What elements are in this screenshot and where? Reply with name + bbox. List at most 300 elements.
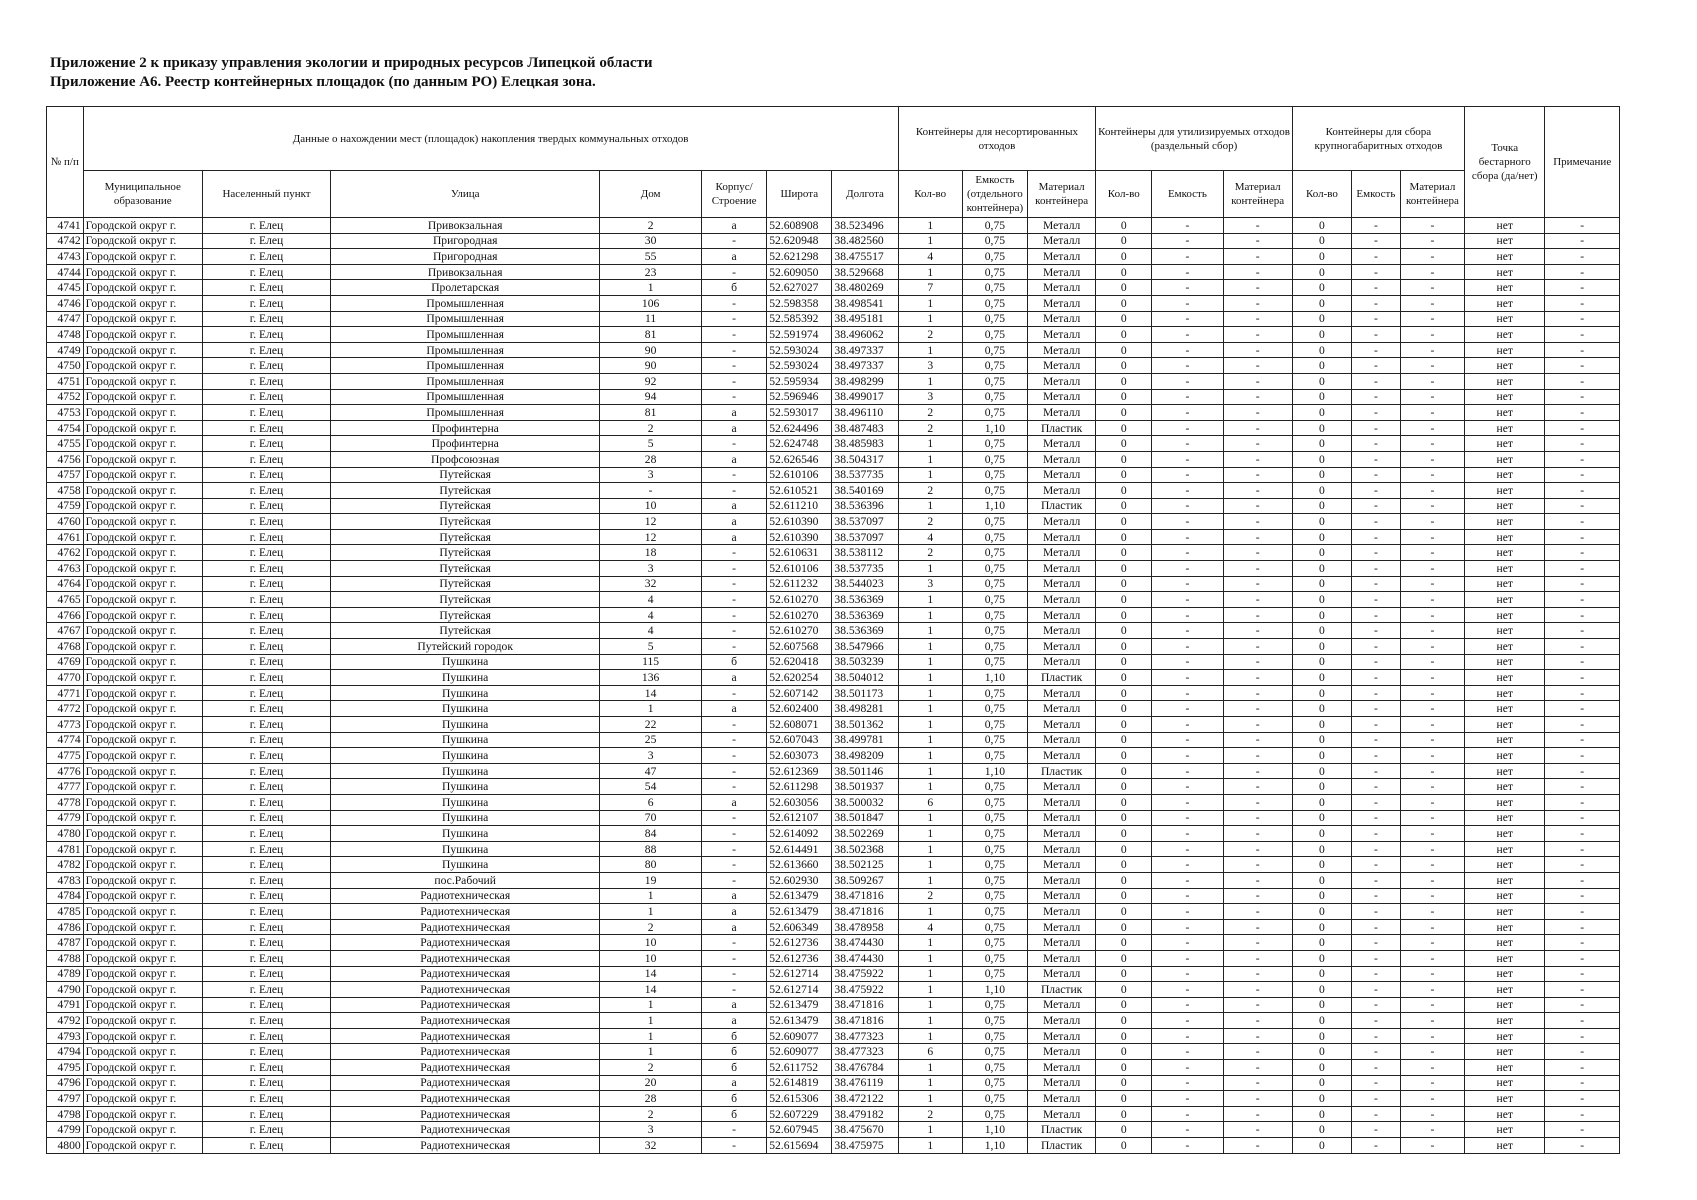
recycled-material-cell: - xyxy=(1223,342,1292,358)
street-cell: Радиотехническая xyxy=(331,997,600,1013)
building-cell: - xyxy=(702,576,767,592)
document-title: Приложение 2 к приказу управления экологии и природных ресурсов Липецкой области xyxy=(50,55,653,71)
municipality-cell: Городской округ г. xyxy=(83,327,202,343)
recycled-count-cell: 0 xyxy=(1096,249,1152,265)
row-number: 4748 xyxy=(47,327,84,343)
note-cell: - xyxy=(1545,919,1620,935)
house-cell: 32 xyxy=(600,1138,702,1154)
recycled-material-cell: - xyxy=(1223,545,1292,561)
bulky-count-cell: 0 xyxy=(1292,218,1351,234)
unsorted-material-cell: Металл xyxy=(1028,919,1096,935)
table-row xyxy=(47,1060,1620,1076)
house-cell: 14 xyxy=(600,685,702,701)
longitude-cell: 38.497337 xyxy=(832,358,898,374)
note-cell: - xyxy=(1545,1028,1620,1044)
table-row xyxy=(47,420,1620,436)
bulky-count-cell: 0 xyxy=(1292,919,1351,935)
note-cell: - xyxy=(1545,1044,1620,1060)
unsorted-material-cell: Металл xyxy=(1028,950,1096,966)
unsorted-capacity-cell: 0,75 xyxy=(962,561,1027,577)
building-cell: - xyxy=(702,639,767,655)
row-number: 4770 xyxy=(47,670,84,686)
bulky-count-cell: 0 xyxy=(1292,529,1351,545)
street-cell: Пушкина xyxy=(331,779,600,795)
bulky-capacity-cell: - xyxy=(1351,467,1400,483)
table-row xyxy=(47,1106,1620,1122)
bulky-capacity-cell: - xyxy=(1351,935,1400,951)
recycled-count-cell: 0 xyxy=(1096,685,1152,701)
bulky-count-cell: 0 xyxy=(1292,717,1351,733)
settlement-cell: г. Елец xyxy=(202,295,330,311)
municipality-cell: Городской округ г. xyxy=(83,295,202,311)
latitude-cell: 52.610270 xyxy=(767,607,832,623)
unsorted-capacity-cell: 0,75 xyxy=(962,436,1027,452)
note-cell: - xyxy=(1545,654,1620,670)
unsorted-material-cell: Металл xyxy=(1028,607,1096,623)
note-cell: - xyxy=(1545,1013,1620,1029)
municipality-cell: Городской округ г. xyxy=(83,841,202,857)
row-number: 4782 xyxy=(47,857,84,873)
building-cell: б xyxy=(702,1106,767,1122)
table-row xyxy=(47,623,1620,639)
recycled-capacity-cell: - xyxy=(1152,233,1223,249)
table-row xyxy=(47,639,1620,655)
recycled-material-cell: - xyxy=(1223,529,1292,545)
col-num-header: № п/п xyxy=(47,107,84,218)
recycled-capacity-cell: - xyxy=(1152,685,1223,701)
unsorted-count-cell: 1 xyxy=(898,1122,962,1138)
longitude-cell: 38.544023 xyxy=(832,576,898,592)
bulky-count-cell: 0 xyxy=(1292,327,1351,343)
recycled-material-cell: - xyxy=(1223,358,1292,374)
unsorted-material-cell: Металл xyxy=(1028,623,1096,639)
bulky-capacity-cell: - xyxy=(1351,218,1400,234)
containerless-cell: нет xyxy=(1465,1138,1545,1154)
house-cell: 14 xyxy=(600,966,702,982)
recycled-material-cell: - xyxy=(1223,654,1292,670)
note-cell: - xyxy=(1545,888,1620,904)
bulky-material-cell: - xyxy=(1400,514,1464,530)
unsorted-material-cell: Пластик xyxy=(1028,670,1096,686)
building-cell: а xyxy=(702,919,767,935)
unsorted-material-cell: Металл xyxy=(1028,888,1096,904)
house-cell: 5 xyxy=(600,639,702,655)
unsorted-count-cell: 1 xyxy=(898,295,962,311)
bulky-capacity-cell: - xyxy=(1351,919,1400,935)
street-header: Улица xyxy=(331,171,600,218)
table-row xyxy=(47,1138,1620,1154)
recycled-count-cell: 0 xyxy=(1096,997,1152,1013)
bulky-count-cell: 0 xyxy=(1292,1028,1351,1044)
recycled-capacity-cell: - xyxy=(1152,405,1223,421)
table-row xyxy=(47,561,1620,577)
latitude-cell: 52.612369 xyxy=(767,763,832,779)
building-cell: - xyxy=(702,982,767,998)
table-row xyxy=(47,748,1620,764)
house-cell: 18 xyxy=(600,545,702,561)
bulky-count-cell: 0 xyxy=(1292,794,1351,810)
bulky-count-cell: 0 xyxy=(1292,233,1351,249)
municipality-cell: Городской округ г. xyxy=(83,654,202,670)
bulky-material-cell: - xyxy=(1400,467,1464,483)
unsorted-count-cell: 1 xyxy=(898,997,962,1013)
bulky-material-cell: - xyxy=(1400,701,1464,717)
bulky-material-cell: - xyxy=(1400,639,1464,655)
recycled-count-cell: 0 xyxy=(1096,420,1152,436)
house-cell: 6 xyxy=(600,794,702,810)
building-cell: - xyxy=(702,763,767,779)
house-cell: 92 xyxy=(600,373,702,389)
building-cell: - xyxy=(702,233,767,249)
bulky-count-cell: 0 xyxy=(1292,405,1351,421)
bulky-material-cell: - xyxy=(1400,623,1464,639)
unsorted-material-cell: Металл xyxy=(1028,1075,1096,1091)
municipality-cell: Городской округ г. xyxy=(83,888,202,904)
note-cell: - xyxy=(1545,436,1620,452)
street-cell: Промышленная xyxy=(331,405,600,421)
street-cell: Путейская xyxy=(331,483,600,499)
settlement-cell: г. Елец xyxy=(202,748,330,764)
note-cell: - xyxy=(1545,467,1620,483)
settlement-cell: г. Елец xyxy=(202,701,330,717)
note-cell: - xyxy=(1545,576,1620,592)
containerless-cell: нет xyxy=(1465,1044,1545,1060)
bulky-capacity-cell: - xyxy=(1351,1091,1400,1107)
unsorted-count-cell: 1 xyxy=(898,701,962,717)
bulky-material-cell: - xyxy=(1400,748,1464,764)
unsorted-material-cell: Металл xyxy=(1028,1044,1096,1060)
note-cell: - xyxy=(1545,607,1620,623)
municipality-cell: Городской округ г. xyxy=(83,1013,202,1029)
row-number: 4779 xyxy=(47,810,84,826)
bulky-count-cell: 0 xyxy=(1292,935,1351,951)
longitude-cell: 38.536396 xyxy=(832,498,898,514)
unsorted-capacity-cell: 0,75 xyxy=(962,592,1027,608)
unsorted-count-cell: 1 xyxy=(898,779,962,795)
house-cell: 28 xyxy=(600,451,702,467)
bulky-capacity-cell: - xyxy=(1351,483,1400,499)
municipality-cell: Городской округ г. xyxy=(83,1122,202,1138)
note-cell: - xyxy=(1545,732,1620,748)
house-cell: 22 xyxy=(600,717,702,733)
unsorted-capacity-cell: 0,75 xyxy=(962,888,1027,904)
bulky-material-cell: - xyxy=(1400,529,1464,545)
unsorted-capacity-cell: 0,75 xyxy=(962,685,1027,701)
recycled-material-cell: - xyxy=(1223,264,1292,280)
building-cell: а xyxy=(702,529,767,545)
building-header: Корпус/ Строение xyxy=(702,171,767,218)
building-cell: - xyxy=(702,950,767,966)
unsorted-count-cell: 1 xyxy=(898,264,962,280)
unsorted-capacity-cell: 0,75 xyxy=(962,654,1027,670)
settlement-cell: г. Елец xyxy=(202,529,330,545)
row-number: 4785 xyxy=(47,904,84,920)
house-cell: 10 xyxy=(600,950,702,966)
unsorted-material-cell: Металл xyxy=(1028,233,1096,249)
note-cell: - xyxy=(1545,420,1620,436)
latitude-cell: 52.611210 xyxy=(767,498,832,514)
recycled-count-cell: 0 xyxy=(1096,904,1152,920)
municipality-cell: Городской округ г. xyxy=(83,529,202,545)
recycled-count-cell: 0 xyxy=(1096,841,1152,857)
recycled-capacity-cell: - xyxy=(1152,420,1223,436)
street-cell: Промышленная xyxy=(331,327,600,343)
unsorted-count-cell: 1 xyxy=(898,1138,962,1154)
unsorted-count-cell: 1 xyxy=(898,623,962,639)
unsorted-material-cell: Металл xyxy=(1028,997,1096,1013)
table-row xyxy=(47,264,1620,280)
latitude-cell: 52.609077 xyxy=(767,1028,832,1044)
unsorted-capacity-cell: 0,75 xyxy=(962,607,1027,623)
bulky-capacity-cell: - xyxy=(1351,810,1400,826)
house-cell: 32 xyxy=(600,576,702,592)
bulky-material-cell: - xyxy=(1400,327,1464,343)
bulky-count-cell: 0 xyxy=(1292,420,1351,436)
recycled-capacity-cell: - xyxy=(1152,1106,1223,1122)
latitude-cell: 52.627027 xyxy=(767,280,832,296)
unsorted-material-cell: Металл xyxy=(1028,545,1096,561)
row-number: 4771 xyxy=(47,685,84,701)
recycled-count-cell: 0 xyxy=(1096,639,1152,655)
recycled-capacity-cell: - xyxy=(1152,342,1223,358)
note-cell: - xyxy=(1545,389,1620,405)
recycled-material-cell: - xyxy=(1223,327,1292,343)
bulky-count-cell: 0 xyxy=(1292,826,1351,842)
recycled-count-cell: 0 xyxy=(1096,654,1152,670)
latitude-cell: 52.603073 xyxy=(767,748,832,764)
unsorted-material-cell: Металл xyxy=(1028,810,1096,826)
settlement-cell: г. Елец xyxy=(202,904,330,920)
recycled-material-cell: - xyxy=(1223,888,1292,904)
bulky-capacity-cell: - xyxy=(1351,1044,1400,1060)
recycled-capacity-cell: - xyxy=(1152,857,1223,873)
recycled-count-cell: 0 xyxy=(1096,1122,1152,1138)
bulky-material-cell: - xyxy=(1400,654,1464,670)
unsorted-material-cell: Металл xyxy=(1028,717,1096,733)
row-number: 4789 xyxy=(47,966,84,982)
row-number: 4786 xyxy=(47,919,84,935)
unsorted-count-cell: 2 xyxy=(898,1106,962,1122)
municipality-cell: Городской округ г. xyxy=(83,576,202,592)
table-row xyxy=(47,794,1620,810)
longitude-cell: 38.471816 xyxy=(832,1013,898,1029)
table-row xyxy=(47,592,1620,608)
unsorted-count-cell: 1 xyxy=(898,607,962,623)
recycled-material-cell: - xyxy=(1223,717,1292,733)
unsorted-material-cell: Металл xyxy=(1028,483,1096,499)
bulky-capacity-cell: - xyxy=(1351,529,1400,545)
bulky-capacity-cell: - xyxy=(1351,545,1400,561)
bulky-count-cell: 0 xyxy=(1292,389,1351,405)
row-number: 4751 xyxy=(47,373,84,389)
municipality-cell: Городской округ г. xyxy=(83,514,202,530)
bulky-material-cell: - xyxy=(1400,935,1464,951)
municipality-cell: Городской округ г. xyxy=(83,701,202,717)
unsorted-capacity-cell: 0,75 xyxy=(962,405,1027,421)
street-cell: Путейская xyxy=(331,545,600,561)
row-number: 4760 xyxy=(47,514,84,530)
house-cell: 84 xyxy=(600,826,702,842)
note-cell: - xyxy=(1545,405,1620,421)
recycled-count-cell: 0 xyxy=(1096,295,1152,311)
building-cell: - xyxy=(702,373,767,389)
municipality-cell: Городской округ г. xyxy=(83,670,202,686)
recycled-count-cell: 0 xyxy=(1096,1075,1152,1091)
unsorted-count-cell: 2 xyxy=(898,888,962,904)
settlement-cell: г. Елец xyxy=(202,966,330,982)
bulky-material-cell: - xyxy=(1400,997,1464,1013)
longitude-cell: 38.477323 xyxy=(832,1028,898,1044)
street-cell: Пригородная xyxy=(331,249,600,265)
longitude-cell: 38.480269 xyxy=(832,280,898,296)
street-cell: пос.Рабочий xyxy=(331,872,600,888)
recycled-capacity-cell: - xyxy=(1152,373,1223,389)
unsorted-count-cell: 2 xyxy=(898,514,962,530)
recycled-count-cell: 0 xyxy=(1096,451,1152,467)
bulky-material-header: Материал контейнера xyxy=(1400,171,1464,218)
settlement-header: Населенный пункт xyxy=(202,171,330,218)
row-number: 4791 xyxy=(47,997,84,1013)
latitude-cell: 52.608908 xyxy=(767,218,832,234)
recycled-count-cell: 0 xyxy=(1096,576,1152,592)
house-cell: 136 xyxy=(600,670,702,686)
building-cell: - xyxy=(702,342,767,358)
latitude-cell: 52.607142 xyxy=(767,685,832,701)
table-row xyxy=(47,607,1620,623)
table-row xyxy=(47,810,1620,826)
recycled-material-cell: - xyxy=(1223,1106,1292,1122)
table-row xyxy=(47,826,1620,842)
recycled-material-cell: - xyxy=(1223,233,1292,249)
row-number: 4777 xyxy=(47,779,84,795)
house-cell: 4 xyxy=(600,592,702,608)
row-number: 4784 xyxy=(47,888,84,904)
bulky-material-cell: - xyxy=(1400,280,1464,296)
recycled-capacity-cell: - xyxy=(1152,576,1223,592)
unsorted-count-cell: 1 xyxy=(898,826,962,842)
unsorted-capacity-cell: 0,75 xyxy=(962,218,1027,234)
street-cell: Пролетарская xyxy=(331,280,600,296)
municipality-cell: Городской округ г. xyxy=(83,1044,202,1060)
bulky-material-cell: - xyxy=(1400,1028,1464,1044)
settlement-cell: г. Елец xyxy=(202,1122,330,1138)
recycled-count-cell: 0 xyxy=(1096,872,1152,888)
bulky-capacity-cell: - xyxy=(1351,904,1400,920)
unsorted-capacity-cell: 0,75 xyxy=(962,966,1027,982)
latitude-cell: 52.610270 xyxy=(767,623,832,639)
table-row xyxy=(47,904,1620,920)
bulky-count-cell: 0 xyxy=(1292,1044,1351,1060)
recycled-count-cell: 0 xyxy=(1096,264,1152,280)
recycled-count-cell: 0 xyxy=(1096,233,1152,249)
street-cell: Профинтерна xyxy=(331,436,600,452)
settlement-cell: г. Елец xyxy=(202,249,330,265)
table-row xyxy=(47,514,1620,530)
containerless-cell: нет xyxy=(1465,1106,1545,1122)
unsorted-material-cell: Металл xyxy=(1028,1106,1096,1122)
settlement-cell: г. Елец xyxy=(202,218,330,234)
note-cell: - xyxy=(1545,327,1620,343)
containerless-cell: нет xyxy=(1465,1060,1545,1076)
municipality-cell: Городской округ г. xyxy=(83,639,202,655)
building-cell: - xyxy=(702,872,767,888)
recycled-capacity-cell: - xyxy=(1152,1091,1223,1107)
unsorted-count-cell: 1 xyxy=(898,498,962,514)
unsorted-material-cell: Металл xyxy=(1028,779,1096,795)
street-cell: Путейская xyxy=(331,467,600,483)
note-cell: - xyxy=(1545,904,1620,920)
longitude-cell: 38.477323 xyxy=(832,1044,898,1060)
unsorted-count-cell: 7 xyxy=(898,280,962,296)
bulky-material-cell: - xyxy=(1400,483,1464,499)
municipality-cell: Городской округ г. xyxy=(83,1060,202,1076)
unsorted-material-cell: Металл xyxy=(1028,639,1096,655)
bulky-material-cell: - xyxy=(1400,732,1464,748)
bulky-capacity-cell: - xyxy=(1351,794,1400,810)
municipality-cell: Городской округ г. xyxy=(83,280,202,296)
recycled-count-cell: 0 xyxy=(1096,717,1152,733)
note-cell: - xyxy=(1545,841,1620,857)
unsorted-count-cell: 1 xyxy=(898,1091,962,1107)
bulky-count-cell: 0 xyxy=(1292,1075,1351,1091)
note-cell: - xyxy=(1545,1106,1620,1122)
street-cell: Промышленная xyxy=(331,311,600,327)
street-cell: Радиотехническая xyxy=(331,1138,600,1154)
street-cell: Радиотехническая xyxy=(331,1075,600,1091)
note-cell: - xyxy=(1545,592,1620,608)
unsorted-capacity-cell: 0,75 xyxy=(962,451,1027,467)
house-cell: 90 xyxy=(600,358,702,374)
table-row xyxy=(47,576,1620,592)
table-row xyxy=(47,249,1620,265)
longitude-cell: 38.537735 xyxy=(832,467,898,483)
table-row xyxy=(47,1075,1620,1091)
latitude-cell: 52.615306 xyxy=(767,1091,832,1107)
unsorted-material-cell: Металл xyxy=(1028,966,1096,982)
bulky-capacity-cell: - xyxy=(1351,451,1400,467)
bulky-capacity-cell: - xyxy=(1351,1028,1400,1044)
latitude-cell: 52.609050 xyxy=(767,264,832,280)
street-cell: Промышленная xyxy=(331,295,600,311)
containerless-cell: нет xyxy=(1465,295,1545,311)
recycled-count-cell: 0 xyxy=(1096,888,1152,904)
note-cell: - xyxy=(1545,639,1620,655)
unsorted-material-cell: Металл xyxy=(1028,311,1096,327)
unsorted-count-cell: 1 xyxy=(898,436,962,452)
recycled-material-cell: - xyxy=(1223,857,1292,873)
containerless-cell: нет xyxy=(1465,670,1545,686)
bulky-capacity-cell: - xyxy=(1351,280,1400,296)
house-cell: 10 xyxy=(600,498,702,514)
building-cell: б xyxy=(702,1044,767,1060)
bulky-capacity-cell: - xyxy=(1351,498,1400,514)
table-row xyxy=(47,997,1620,1013)
house-cell: 25 xyxy=(600,732,702,748)
settlement-cell: г. Елец xyxy=(202,654,330,670)
containerless-cell: нет xyxy=(1465,498,1545,514)
recycled-capacity-cell: - xyxy=(1152,717,1223,733)
house-cell: 23 xyxy=(600,264,702,280)
longitude-cell: 38.475975 xyxy=(832,1138,898,1154)
building-cell: - xyxy=(702,592,767,608)
recycled-material-cell: - xyxy=(1223,966,1292,982)
latitude-cell: 52.613479 xyxy=(767,1013,832,1029)
municipality-cell: Городской округ г. xyxy=(83,483,202,499)
bulky-material-cell: - xyxy=(1400,1044,1464,1060)
municipality-cell: Городской округ г. xyxy=(83,498,202,514)
longitude-cell: 38.496110 xyxy=(832,405,898,421)
bulky-material-cell: - xyxy=(1400,1060,1464,1076)
